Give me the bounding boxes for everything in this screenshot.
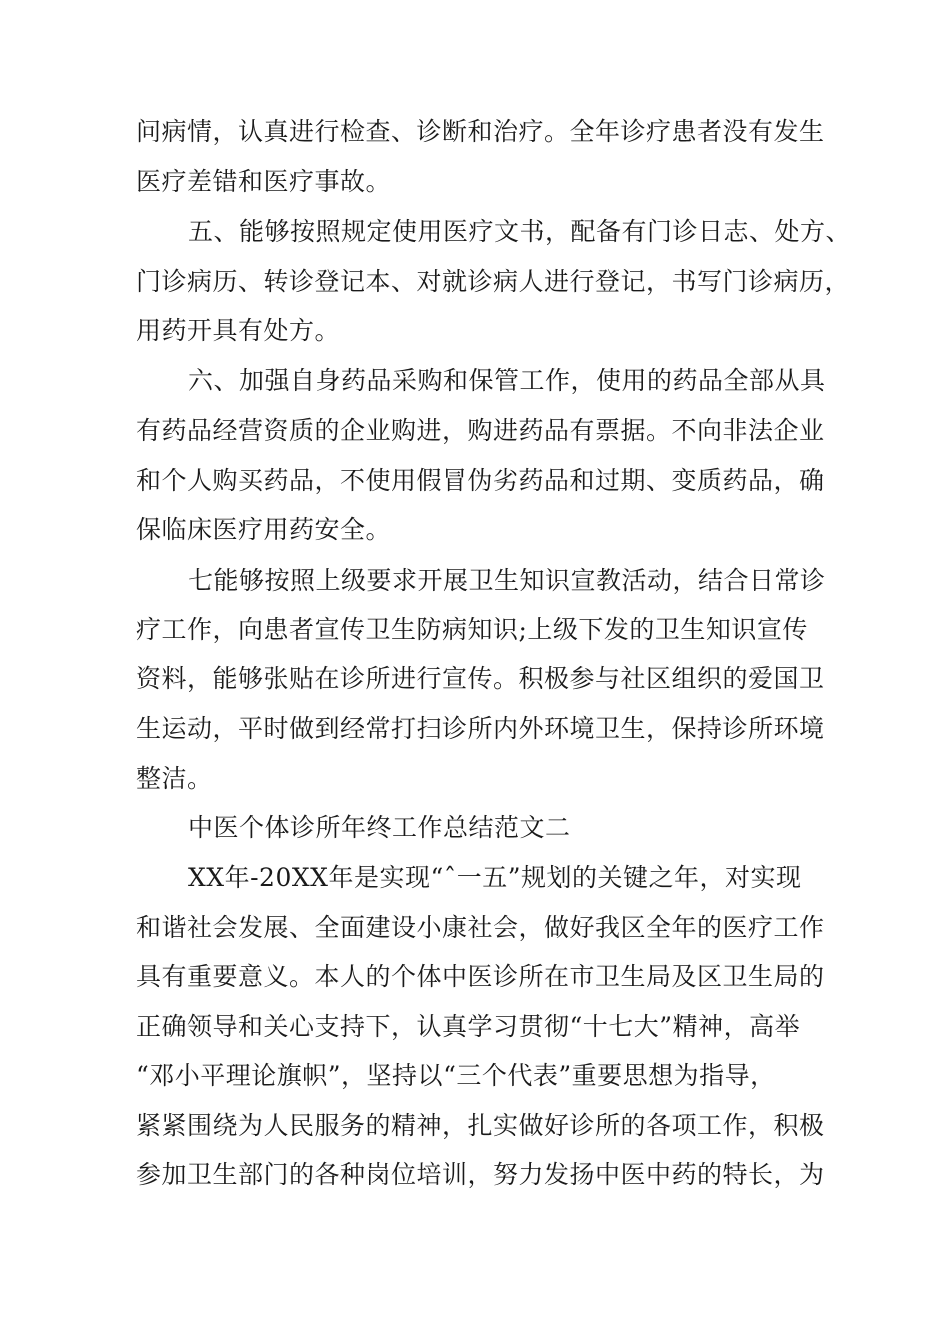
text-line: 疗工作，向患者宣传卫生防病知识;上级下发的卫生知识宣传 (136, 615, 808, 644)
text-line: 和个人购买药品，不使用假冒伪劣药品和过期、变质药品，确 (136, 466, 825, 495)
text-line: 参加卫生部门的各种岗位培训，努力发扬中医中药的特长，为 (136, 1160, 825, 1189)
text-line: 五、能够按照规定使用医疗文书，配备有门诊日志、处方、 (188, 217, 852, 246)
text-line: 整洁。 (136, 764, 213, 793)
text-line: XX年-20XX年是实现“ˆ一五”规划的关键之年，对实现 (188, 863, 802, 892)
text-line: 用药开具有处方。 (136, 316, 341, 345)
text-line: 保临床医疗用药安全。 (136, 515, 392, 544)
text-line: 有药品经营资质的企业购进，购进药品有票据。不向非法企业 (136, 416, 825, 445)
text-line: 七能够按照上级要求开展卫生知识宣教活动，结合日常诊 (188, 566, 826, 595)
text-line: 医疗差错和医疗事故。 (136, 167, 392, 196)
text-line: 生运动，平时做到经常打扫诊所内外环境卫生，保持诊所环境 (136, 714, 825, 743)
text-line: 资料，能够张贴在诊所进行宣传。积极参与社区组织的爱国卫 (136, 664, 825, 693)
text-line: 六、加强自身药品采购和保管工作，使用的药品全部从具 (188, 366, 826, 395)
text-line: 紧紧围绕为人民服务的精神，扎实做好诊所的各项工作，积极 (136, 1111, 825, 1140)
text-line: 门诊病历、转诊登记本、对就诊病人进行登记，书写门诊病历， (136, 267, 851, 296)
text-line: 和谐社会发展、全面建设小康社会，做好我区全年的医疗工作 (136, 913, 825, 942)
text-line: “邓小平理论旗帜”，坚持以“三个代表”重要思想为指导， (136, 1061, 776, 1090)
section-heading: 中医个体诊所年终工作总结范文二 (188, 813, 571, 842)
text-line: 问病情，认真进行检查、诊断和治疗。全年诊疗患者没有发生 (136, 117, 825, 146)
text-line: 正确领导和关心支持下，认真学习贯彻“十七大”精神，高举 (136, 1012, 801, 1041)
text-line: 具有重要意义。本人的个体中医诊所在市卫生局及区卫生局的 (136, 962, 825, 991)
